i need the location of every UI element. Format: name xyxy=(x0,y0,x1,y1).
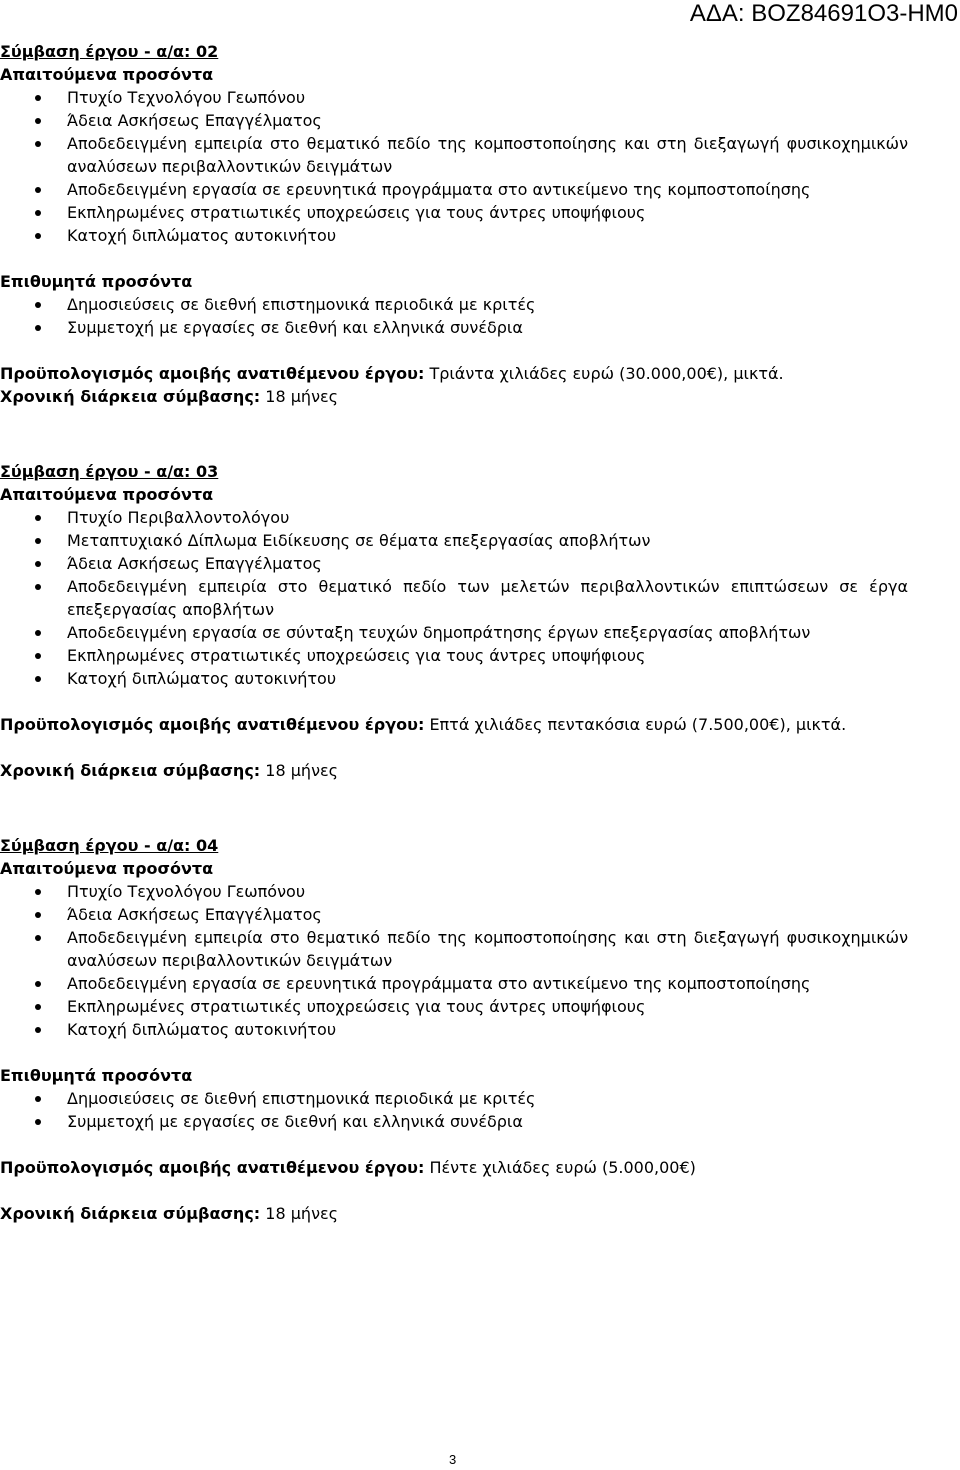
required-qualifications-heading: Απαιτούμενα προσόντα xyxy=(0,65,214,84)
duration-label: Χρονική διάρκεια σύμβασης: xyxy=(0,387,261,406)
ada-code: ΑΔΑ: ΒΟΖ84691Ο3-ΗΜ0 xyxy=(689,0,958,27)
required-qualifications-heading: Απαιτούμενα προσόντα xyxy=(0,859,214,878)
list-item: Πτυχίο Περιβαλλοντολόγου xyxy=(67,506,908,529)
list-item: Αποδεδειγμένη εμπειρία στο θεματικό πεδίο των μελετών περιβαλλοντικών επιπτώσεων σε έργα επεξεργασίας αποβλήτων xyxy=(67,577,908,619)
duration-line xyxy=(0,1202,908,1225)
list-item: Αποδεδειγμένη εργασία σε σύνταξη τευχών δημοπράτησης έργων επεξεργασίας αποβλήτων xyxy=(67,621,908,644)
list-item: Εκπληρωμένες στρατιωτικές υποχρεώσεις για τους άντρες υποψήφιους xyxy=(67,995,908,1018)
list-item: Αποδεδειγμένη εργασία σε ερευνητικά προγράμματα στο αντικείμενο της κομποστοποίησης xyxy=(67,972,908,995)
list-item: Εκπληρωμένες στρατιωτικές υποχρεώσεις για τους άντρες υποψήφιους xyxy=(67,201,908,224)
list-item: Άδεια Ασκήσεως Επαγγέλματος xyxy=(67,109,908,132)
budget-label: Προϋπολογισμός αμοιβής ανατιθέμενου έργου: xyxy=(0,1158,425,1177)
desired-qualifications-heading: Επιθυμητά προσόντα xyxy=(0,272,193,291)
required-qualifications-list xyxy=(0,880,908,1041)
list-item: Εκπληρωμένες στρατιωτικές υποχρεώσεις για τους άντρες υποψήφιους xyxy=(67,644,908,667)
list-item: Αποδεδειγμένη εμπειρία στο θεματικό πεδίο της κομποστοποίησης και στη διεξαγωγή φυσικοχημικών αναλύσεων περιβαλλοντικών δειγμάτων xyxy=(67,134,908,176)
desired-qualifications-list xyxy=(0,293,908,339)
contract-section-03 xyxy=(0,460,908,782)
list-item: Αποδεδειγμένη εμπειρία στο θεματικό πεδίο της κομποστοποίησης και στη διεξαγωγή φυσικοχημικών αναλύσεων περιβαλλοντικών δειγμάτων xyxy=(67,928,908,970)
list-item: Κατοχή διπλώματος αυτοκινήτου xyxy=(67,1018,908,1041)
budget-line xyxy=(0,713,908,736)
list-item: Μεταπτυχιακό Δίπλωμα Ειδίκευσης σε θέματα επεξεργασίας αποβλήτων xyxy=(67,529,908,552)
list-item: Πτυχίο Τεχνολόγου Γεωπόνου xyxy=(67,86,908,109)
duration-label: Χρονική διάρκεια σύμβασης: xyxy=(0,761,261,780)
duration-line xyxy=(0,759,908,782)
required-qualifications-list xyxy=(0,506,908,690)
required-qualifications-list xyxy=(0,86,908,247)
list-item: Συμμετοχή με εργασίες σε διεθνή και ελληνικά συνέδρια xyxy=(67,316,908,339)
duration-label: Χρονική διάρκεια σύμβασης: xyxy=(0,1204,261,1223)
desired-qualifications-heading: Επιθυμητά προσόντα xyxy=(0,1066,193,1085)
duration-value: 18 μήνες xyxy=(265,761,339,780)
required-qualifications-heading: Απαιτούμενα προσόντα xyxy=(0,485,214,504)
budget-line xyxy=(0,362,908,385)
duration-value: 18 μήνες xyxy=(265,1204,339,1223)
list-item: Κατοχή διπλώματος αυτοκινήτου xyxy=(67,667,908,690)
duration-value: 18 μήνες xyxy=(265,387,339,406)
budget-label: Προϋπολογισμός αμοιβής ανατιθέμενου έργου: xyxy=(0,715,425,734)
list-item: Πτυχίο Τεχνολόγου Γεωπόνου xyxy=(67,880,908,903)
contract-section-02 xyxy=(0,40,908,408)
page-number: 3 xyxy=(449,1452,457,1467)
budget-value: Επτά χιλιάδες πεντακόσια ευρώ (7.500,00€), μικτά. xyxy=(429,715,847,734)
budget-label: Προϋπολογισμός αμοιβής ανατιθέμενου έργου: xyxy=(0,364,425,383)
budget-value: Πέντε χιλιάδες ευρώ (5.000,00€) xyxy=(429,1158,696,1177)
budget-value: Τριάντα χιλιάδες ευρώ (30.000,00€), μικτά. xyxy=(429,364,784,383)
section-title: Σύμβαση έργου - α/α: 04 xyxy=(0,836,219,855)
list-item: Άδεια Ασκήσεως Επαγγέλματος xyxy=(67,903,908,926)
list-item: Δημοσιεύσεις σε διεθνή επιστημονικά περιοδικά με κριτές xyxy=(67,1087,908,1110)
duration-line xyxy=(0,385,908,408)
section-title: Σύμβαση έργου - α/α: 03 xyxy=(0,462,219,481)
document-body xyxy=(0,40,908,1225)
list-item: Κατοχή διπλώματος αυτοκινήτου xyxy=(67,224,908,247)
desired-qualifications-list xyxy=(0,1087,908,1133)
list-item: Συμμετοχή με εργασίες σε διεθνή και ελληνικά συνέδρια xyxy=(67,1110,908,1133)
list-item: Άδεια Ασκήσεως Επαγγέλματος xyxy=(67,552,908,575)
list-item: Αποδεδειγμένη εργασία σε ερευνητικά προγράμματα στο αντικείμενο της κομποστοποίησης xyxy=(67,178,908,201)
contract-section-04 xyxy=(0,834,908,1225)
list-item: Δημοσιεύσεις σε διεθνή επιστημονικά περιοδικά με κριτές xyxy=(67,293,908,316)
section-title: Σύμβαση έργου - α/α: 02 xyxy=(0,42,219,61)
budget-line xyxy=(0,1156,908,1179)
